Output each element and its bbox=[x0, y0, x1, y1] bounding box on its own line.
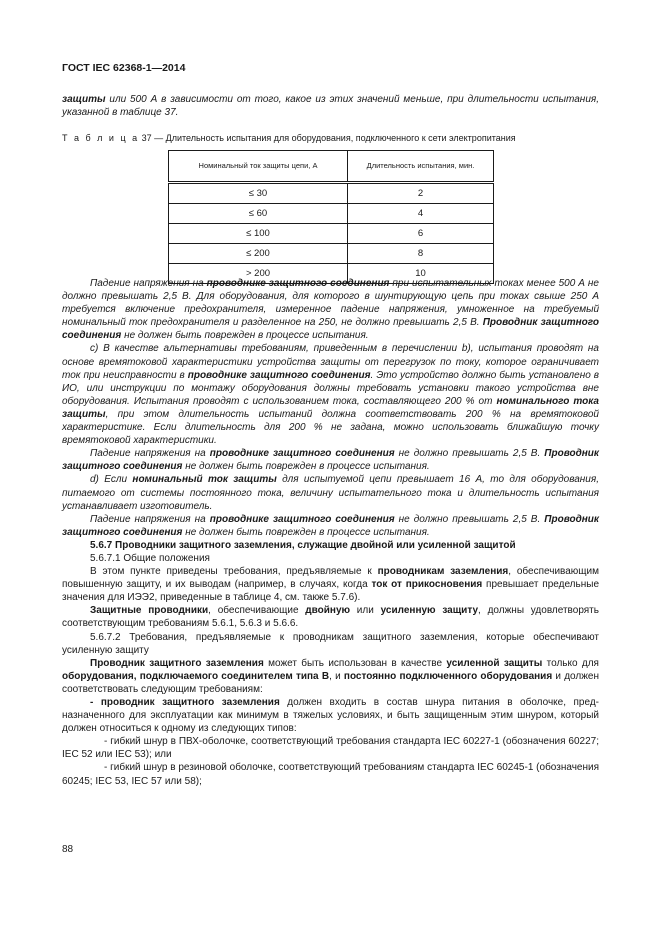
text-run: Падение напряжения на bbox=[90, 448, 210, 460]
cell-duration: 10 bbox=[348, 264, 494, 284]
cell-duration: 6 bbox=[348, 224, 494, 244]
list-item-cord bbox=[62, 696, 599, 735]
paragraph-scope bbox=[62, 565, 599, 604]
document-header: ГОСТ IEC 62368-1—2014 bbox=[62, 62, 186, 74]
subsection-heading-5-6-7-1: 5.6.7.1 Общие положения bbox=[90, 552, 210, 564]
bold-term: усиленной защиты bbox=[446, 657, 543, 669]
paragraph-voltage-drop-3 bbox=[62, 513, 599, 539]
text-run: , при этом длительность испытаний должна соответствовать 200 % на времятоковой характеристике. Если длительность для 200 % не задана, можно использовать ближайшую точку времятоковой характеристики. bbox=[62, 408, 599, 447]
text-run: Падение напряжения на bbox=[90, 513, 210, 525]
bold-term: Проводник защитного соединения bbox=[62, 448, 599, 473]
bold-term: ток от прикосновения bbox=[371, 579, 483, 591]
paragraph-requirements bbox=[62, 657, 599, 696]
text-run: , обеспечивающим повышенную защиту, и их выводам (например, в случаях, когда bbox=[62, 566, 599, 591]
cell-duration: 2 bbox=[348, 183, 494, 204]
table-row bbox=[169, 204, 494, 224]
text-run: только для bbox=[542, 657, 599, 669]
bold-term: оборудования, подключаемого соединителем типа В bbox=[62, 670, 330, 682]
text-run: превышает предельные значения для ИЭЭ2, приведенные в таблице 4, см. также 5.7.6). bbox=[62, 579, 599, 604]
table-caption bbox=[62, 132, 516, 145]
text-run: , должны удовлетворять соответствующим требованиям 5.6.1, 5.6.3 и 5.6.6. bbox=[62, 605, 599, 630]
list-item-pvc-cord bbox=[62, 735, 599, 761]
text-run: не должен быть поврежден в процессе испытания. bbox=[182, 526, 430, 538]
col-header-current: Номинальный ток защиты цепи, А bbox=[169, 151, 348, 183]
bold-term: защиты bbox=[62, 94, 106, 105]
paragraph-item-d bbox=[62, 473, 599, 512]
table-caption-text: 37 — Длительность испытания для оборудования, подключенного к сети электропитания bbox=[141, 133, 516, 143]
main-body bbox=[62, 277, 599, 788]
list-item-rubber-cord bbox=[62, 761, 599, 787]
table-label: Т а б л и ц а bbox=[62, 133, 140, 143]
bold-term: усиленную защиту bbox=[380, 605, 479, 617]
bold-term: Проводник защитного соединения bbox=[62, 513, 599, 538]
bold-term: проводнике защитного соединения bbox=[209, 448, 395, 460]
paragraph-alternative-c bbox=[62, 342, 599, 447]
paragraph-voltage-drop-2 bbox=[62, 447, 599, 473]
bold-term: Защитные проводники bbox=[90, 605, 209, 617]
paragraph-protective-conductors bbox=[62, 604, 599, 630]
text-run: может быть использован в качестве bbox=[263, 657, 447, 669]
text-run: c) В качестве альтернативы требованиям, приведенным в перечислении b), испытания проводят на основе времятоковой характеристики устройства защиты от перегрузок по току, которое ограничивает ток при неисправности в bbox=[62, 343, 599, 381]
table-row bbox=[169, 224, 494, 244]
bold-term: Проводник защитного заземления bbox=[90, 657, 264, 669]
bold-term: - проводник защитного заземления bbox=[90, 697, 280, 708]
paragraph-voltage-drop bbox=[62, 277, 599, 342]
text-run: не должен быть поврежден в процессе испытания. bbox=[182, 461, 430, 473]
page-number: 88 bbox=[62, 844, 74, 855]
cell-duration: 4 bbox=[348, 204, 494, 224]
text-run: при испытательных токах менее 500 А не должно превышать 2,5 В. Для оборудования, для которого в шунтирующую цепь при токах свыше 250 А требуется включение предохранителя, измеренное падение напряжения, умноженное на требуемый номинальный ток предохранителя и разделенное на 250, не должно превышать 2,5 В. bbox=[62, 278, 599, 329]
intro-paragraph bbox=[62, 93, 599, 119]
cell-current: ≤ 30 bbox=[169, 183, 348, 204]
text-run: d) Если bbox=[90, 474, 133, 486]
cell-duration: 8 bbox=[348, 244, 494, 264]
section-heading-5-6-7: 5.6.7 Проводники защитного заземления, служащие двойной или усиленной защитой bbox=[90, 539, 516, 551]
text-run: , и bbox=[329, 670, 344, 682]
table-row bbox=[169, 183, 494, 204]
text-run: , обеспечивающие bbox=[208, 605, 306, 617]
bold-term: номинального тока защиты bbox=[62, 395, 599, 420]
cell-current: ≤ 200 bbox=[169, 244, 348, 264]
text-run: или 500 А в зависимости от того, какое из этих значений меньше, при длительности испытания, указанной в таблице 37. bbox=[62, 94, 599, 119]
bold-term: номинальный ток защиты bbox=[132, 474, 277, 486]
cell-current: ≤ 60 bbox=[169, 204, 348, 224]
text-run: не должно превышать 2,5 В. bbox=[394, 513, 545, 525]
text-run: - гибкий шнур в ПВХ-оболочке, соответствующий требования стандарта IEC 60227-1 (обозначения 60227; IEC 52 или IEC 53); или bbox=[62, 736, 599, 761]
bold-term: постоянно подключенного оборудования bbox=[343, 670, 553, 682]
bold-term: проводнике защитного соединения bbox=[209, 513, 395, 525]
table-row bbox=[169, 244, 494, 264]
test-duration-table bbox=[168, 150, 494, 284]
text-run: не должно превышать 2,5 В. bbox=[394, 448, 545, 460]
text-run: В этом пункте приведены требования, предъявляемые к bbox=[90, 566, 378, 578]
bold-term: Проводник защитного соединения bbox=[62, 317, 599, 342]
bold-term: проводникам заземления bbox=[377, 566, 509, 578]
text-run: - гибкий шнур в резиновой оболочке, соответствующий требованиям стандарта IEC 60245-1 (обозначения 60245; IEC 53, IEC 57 или 58); bbox=[62, 762, 599, 787]
text-run: Падение напряжения на bbox=[90, 278, 207, 289]
cell-current: > 200 bbox=[169, 264, 348, 284]
text-run: для испытуемой цепи превышает 16 А, то для оборудования, питаемого от системы постоянного тока, величину испытательного тока и длительность испытания устанавливает изготовитель. bbox=[62, 474, 599, 512]
text-run: не должен быть поврежден в процессе испытания. bbox=[121, 330, 369, 342]
bold-term: проводнике защитного соединения bbox=[187, 369, 371, 381]
bold-term: двойную bbox=[305, 605, 351, 617]
text-run: должен входить в состав шнура питания в оболочке, предназначенного для эксплуатации как минимум в тяжелых условиях, и быть защищенным этим шнуром, который должен относиться к одному из следующих типов: bbox=[62, 697, 599, 735]
text-run: и должен соответствовать следующим требованиям: bbox=[62, 670, 600, 695]
text-run: . Это устройство должно быть установлено в ИО, или инструкции по монтажу оборудования должны требовать установки такого устройства вне оборудования. Испытания проводят с использованием тока, составляющего 200 % от bbox=[62, 369, 600, 407]
subsection-heading-5-6-7-2 bbox=[62, 631, 599, 657]
bold-term: проводнике защитного соединения bbox=[206, 278, 390, 289]
col-header-duration: Длительность испытания, мин. bbox=[348, 151, 494, 183]
cell-current: ≤ 100 bbox=[169, 224, 348, 244]
text-run: или bbox=[350, 605, 381, 617]
text-run: 5.6.7.2 Требования, предъявляемые к проводникам защитного заземления, которые обеспечивают усиленную защиту bbox=[62, 631, 599, 656]
